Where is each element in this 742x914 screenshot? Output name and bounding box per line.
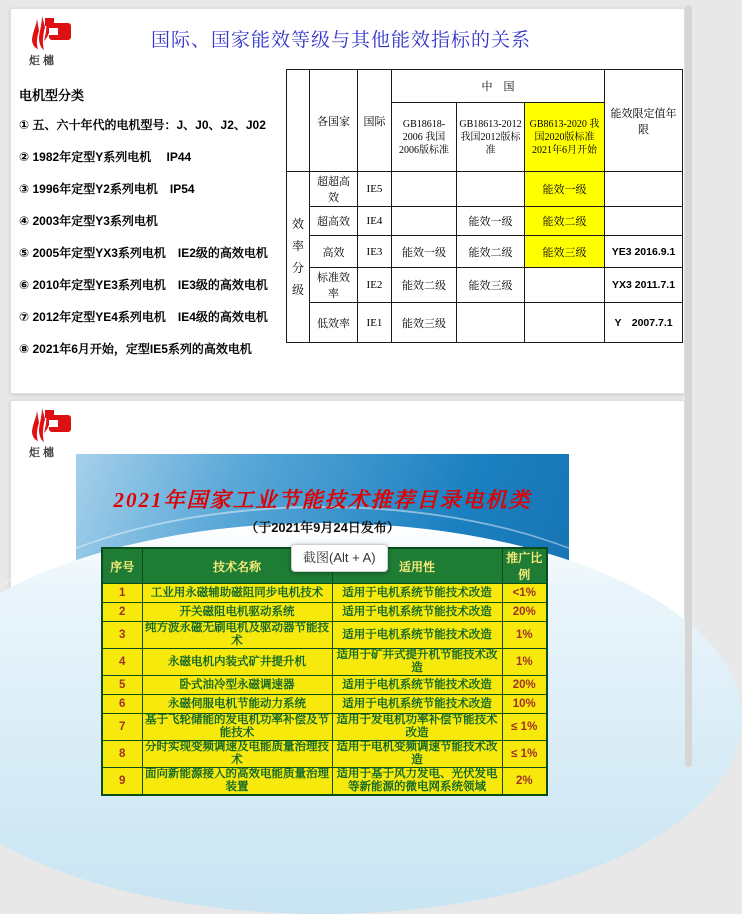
row-ratio: 10% <box>502 695 547 714</box>
limit-cell: Y 2007.7.1 <box>605 303 683 343</box>
motor-list-item: ④ 2003年定型Y3系列电机 <box>19 214 158 228</box>
row-apply: 适用于电机系统节能技术改造 <box>332 584 502 603</box>
row-name: 分时实现变频调速及电能质量治理技术 <box>142 741 332 768</box>
grade-cell: 低效率 <box>310 303 358 343</box>
header-gb2020: GB8613-2020 我国2020版标准 2021年6月开始 <box>525 103 605 172</box>
gb2006-cell: 能效二级 <box>392 268 457 303</box>
corner-cell <box>287 70 310 172</box>
company-logo <box>29 15 89 68</box>
motor-list-item: ⑥ 2010年定型YE3系列电机 IE3级的高效电机 <box>19 278 268 292</box>
slide1-title: 国际、国家能效等级与其他能效指标的关系 <box>150 30 531 51</box>
screenshot-tooltip: 截图(Alt + A) <box>291 544 388 572</box>
row-name: 永磁伺服电机节能动力系统 <box>142 695 332 714</box>
row-ratio: 2% <box>502 768 547 796</box>
row-no: 3 <box>102 622 142 649</box>
header-limit-year: 能效限定值年限 <box>605 70 683 172</box>
gb2006-cell: 能效三级 <box>392 303 457 343</box>
table-row <box>102 741 547 768</box>
row-group-label: 效率分级 <box>287 172 310 343</box>
gb2020-cell <box>525 268 605 303</box>
col-header-name: 技术名称 <box>142 548 332 584</box>
header-gb2006: GB18618-2006 我国2006版标准 <box>392 103 457 172</box>
ie-cell: IE1 <box>358 303 392 343</box>
row-name: 基于飞轮储能的发电机功率补偿及节能技术 <box>142 714 332 741</box>
row-no: 6 <box>102 695 142 714</box>
row-no: 9 <box>102 768 142 796</box>
ie-cell: IE2 <box>358 268 392 303</box>
row-no: 4 <box>102 649 142 676</box>
row-ratio: ≤ 1% <box>502 741 547 768</box>
row-ratio: 20% <box>502 676 547 695</box>
efficiency-grade-table <box>286 69 683 343</box>
logo-text: 炬橞 <box>29 55 57 67</box>
ie-cell: IE3 <box>358 236 392 268</box>
row-name: 开关磁阻电机驱动系统 <box>142 603 332 622</box>
gb2012-cell <box>457 303 525 343</box>
table-row <box>102 603 547 622</box>
table-row <box>102 622 547 649</box>
col-header-ratio: 推广比例 <box>502 548 547 584</box>
gb2020-cell <box>525 303 605 343</box>
col-header-no: 序号 <box>102 548 142 584</box>
grade-cell: 超超高效 <box>310 172 358 207</box>
slide-1 <box>10 8 685 394</box>
promo-title: 2021年国家工业节能技术推荐目录电机类 <box>113 488 532 512</box>
motor-list-item: ⑦ 2012年定型YE4系列电机 IE4级的高效电机 <box>19 310 268 324</box>
grade-cell: 高效 <box>310 236 358 268</box>
company-logo <box>29 407 89 460</box>
row-apply: 适用于电机系统节能技术改造 <box>332 676 502 695</box>
table-row <box>102 695 547 714</box>
motor-type-list <box>19 85 289 374</box>
promo-image <box>76 454 569 793</box>
gb2012-cell: 能效一级 <box>457 207 525 236</box>
header-china: 中 国 <box>392 70 605 103</box>
ie-cell: IE4 <box>358 207 392 236</box>
motor-list-item: ① 五、六十年代的电机型号：J、J0、J2、J02 <box>19 118 266 132</box>
row-apply: 适用于电机系统节能技术改造 <box>332 695 502 714</box>
limit-cell <box>605 207 683 236</box>
row-apply: 适用于电机系统节能技术改造 <box>332 622 502 649</box>
row-no: 2 <box>102 603 142 622</box>
row-apply: 适用于电机系统节能技术改造 <box>332 603 502 622</box>
tech-catalog-table <box>101 547 548 796</box>
gb2020-cell: 能效一级 <box>525 172 605 207</box>
row-ratio: ≤ 1% <box>502 714 547 741</box>
row-ratio: 1% <box>502 649 547 676</box>
ie-cell: IE5 <box>358 172 392 207</box>
table-row <box>102 584 547 603</box>
limit-cell: YE3 2016.9.1 <box>605 236 683 268</box>
row-name: 面向新能源接入的高效电能质量治理装置 <box>142 768 332 796</box>
grade-cell: 超高效 <box>310 207 358 236</box>
row-ratio: 1% <box>502 622 547 649</box>
logo-text: 炬橞 <box>29 447 57 459</box>
table-row <box>102 676 547 695</box>
row-ratio: 20% <box>502 603 547 622</box>
row-name: 工业用永磁辅助磁阻同步电机技术 <box>142 584 332 603</box>
vertical-scrollbar-thumb[interactable] <box>685 5 692 767</box>
motor-list-item: ③ 1996年定型Y2系列电机 IP54 <box>19 182 195 196</box>
row-no: 1 <box>102 584 142 603</box>
header-country: 各国家 <box>310 70 358 172</box>
table-row <box>102 714 547 741</box>
limit-cell: YX3 2011.7.1 <box>605 268 683 303</box>
torch-flame-icon <box>29 407 73 443</box>
motor-list-item: ⑧ 2021年6月开始，定型IE5系列的高效电机 <box>19 342 252 356</box>
limit-cell <box>605 172 683 207</box>
gb2020-cell: 能效二级 <box>525 207 605 236</box>
gb2006-cell: 能效一级 <box>392 236 457 268</box>
motor-list-item: ② 1982年定型Y系列电机 IP44 <box>19 150 192 164</box>
table-row <box>102 768 547 796</box>
row-name: 永磁电机内装式矿井提升机 <box>142 649 332 676</box>
gb2020-cell: 能效三级 <box>525 236 605 268</box>
gb2012-cell: 能效三级 <box>457 268 525 303</box>
row-name: 纯方波永磁无刷电机及驱动器节能技术 <box>142 622 332 649</box>
row-apply: 适用于发电机功率补偿节能技术改造 <box>332 714 502 741</box>
row-ratio: <1% <box>502 584 547 603</box>
torch-flame-icon <box>29 15 73 51</box>
header-gb2012: GB18613-2012 我国2012版标准 <box>457 103 525 172</box>
row-apply: 适用于基于风力发电、光伏发电等新能源的微电网系统领域 <box>332 768 502 796</box>
row-no: 7 <box>102 714 142 741</box>
row-no: 8 <box>102 741 142 768</box>
row-apply: 适用于矿井式提升机节能技术改造 <box>332 649 502 676</box>
motor-list-item: ⑤ 2005年定型YX3系列电机 IE2级的高效电机 <box>19 246 268 260</box>
promo-subtitle: （于2021年9月24日发布） <box>245 520 400 535</box>
col-header-apply: 适用性 <box>332 548 502 584</box>
gb2006-cell <box>392 207 457 236</box>
header-intl: 国际 <box>358 70 392 172</box>
table-row <box>102 649 547 676</box>
slide-2 <box>10 400 685 793</box>
gb2012-cell: 能效二级 <box>457 236 525 268</box>
row-no: 5 <box>102 676 142 695</box>
row-name: 卧式油冷型永磁调速器 <box>142 676 332 695</box>
grade-cell: 标准效率 <box>310 268 358 303</box>
gb2012-cell <box>457 172 525 207</box>
motor-list-heading: 电机型分类 <box>19 88 85 103</box>
gb2006-cell <box>392 172 457 207</box>
row-apply: 适用于电机变频调速节能技术改造 <box>332 741 502 768</box>
